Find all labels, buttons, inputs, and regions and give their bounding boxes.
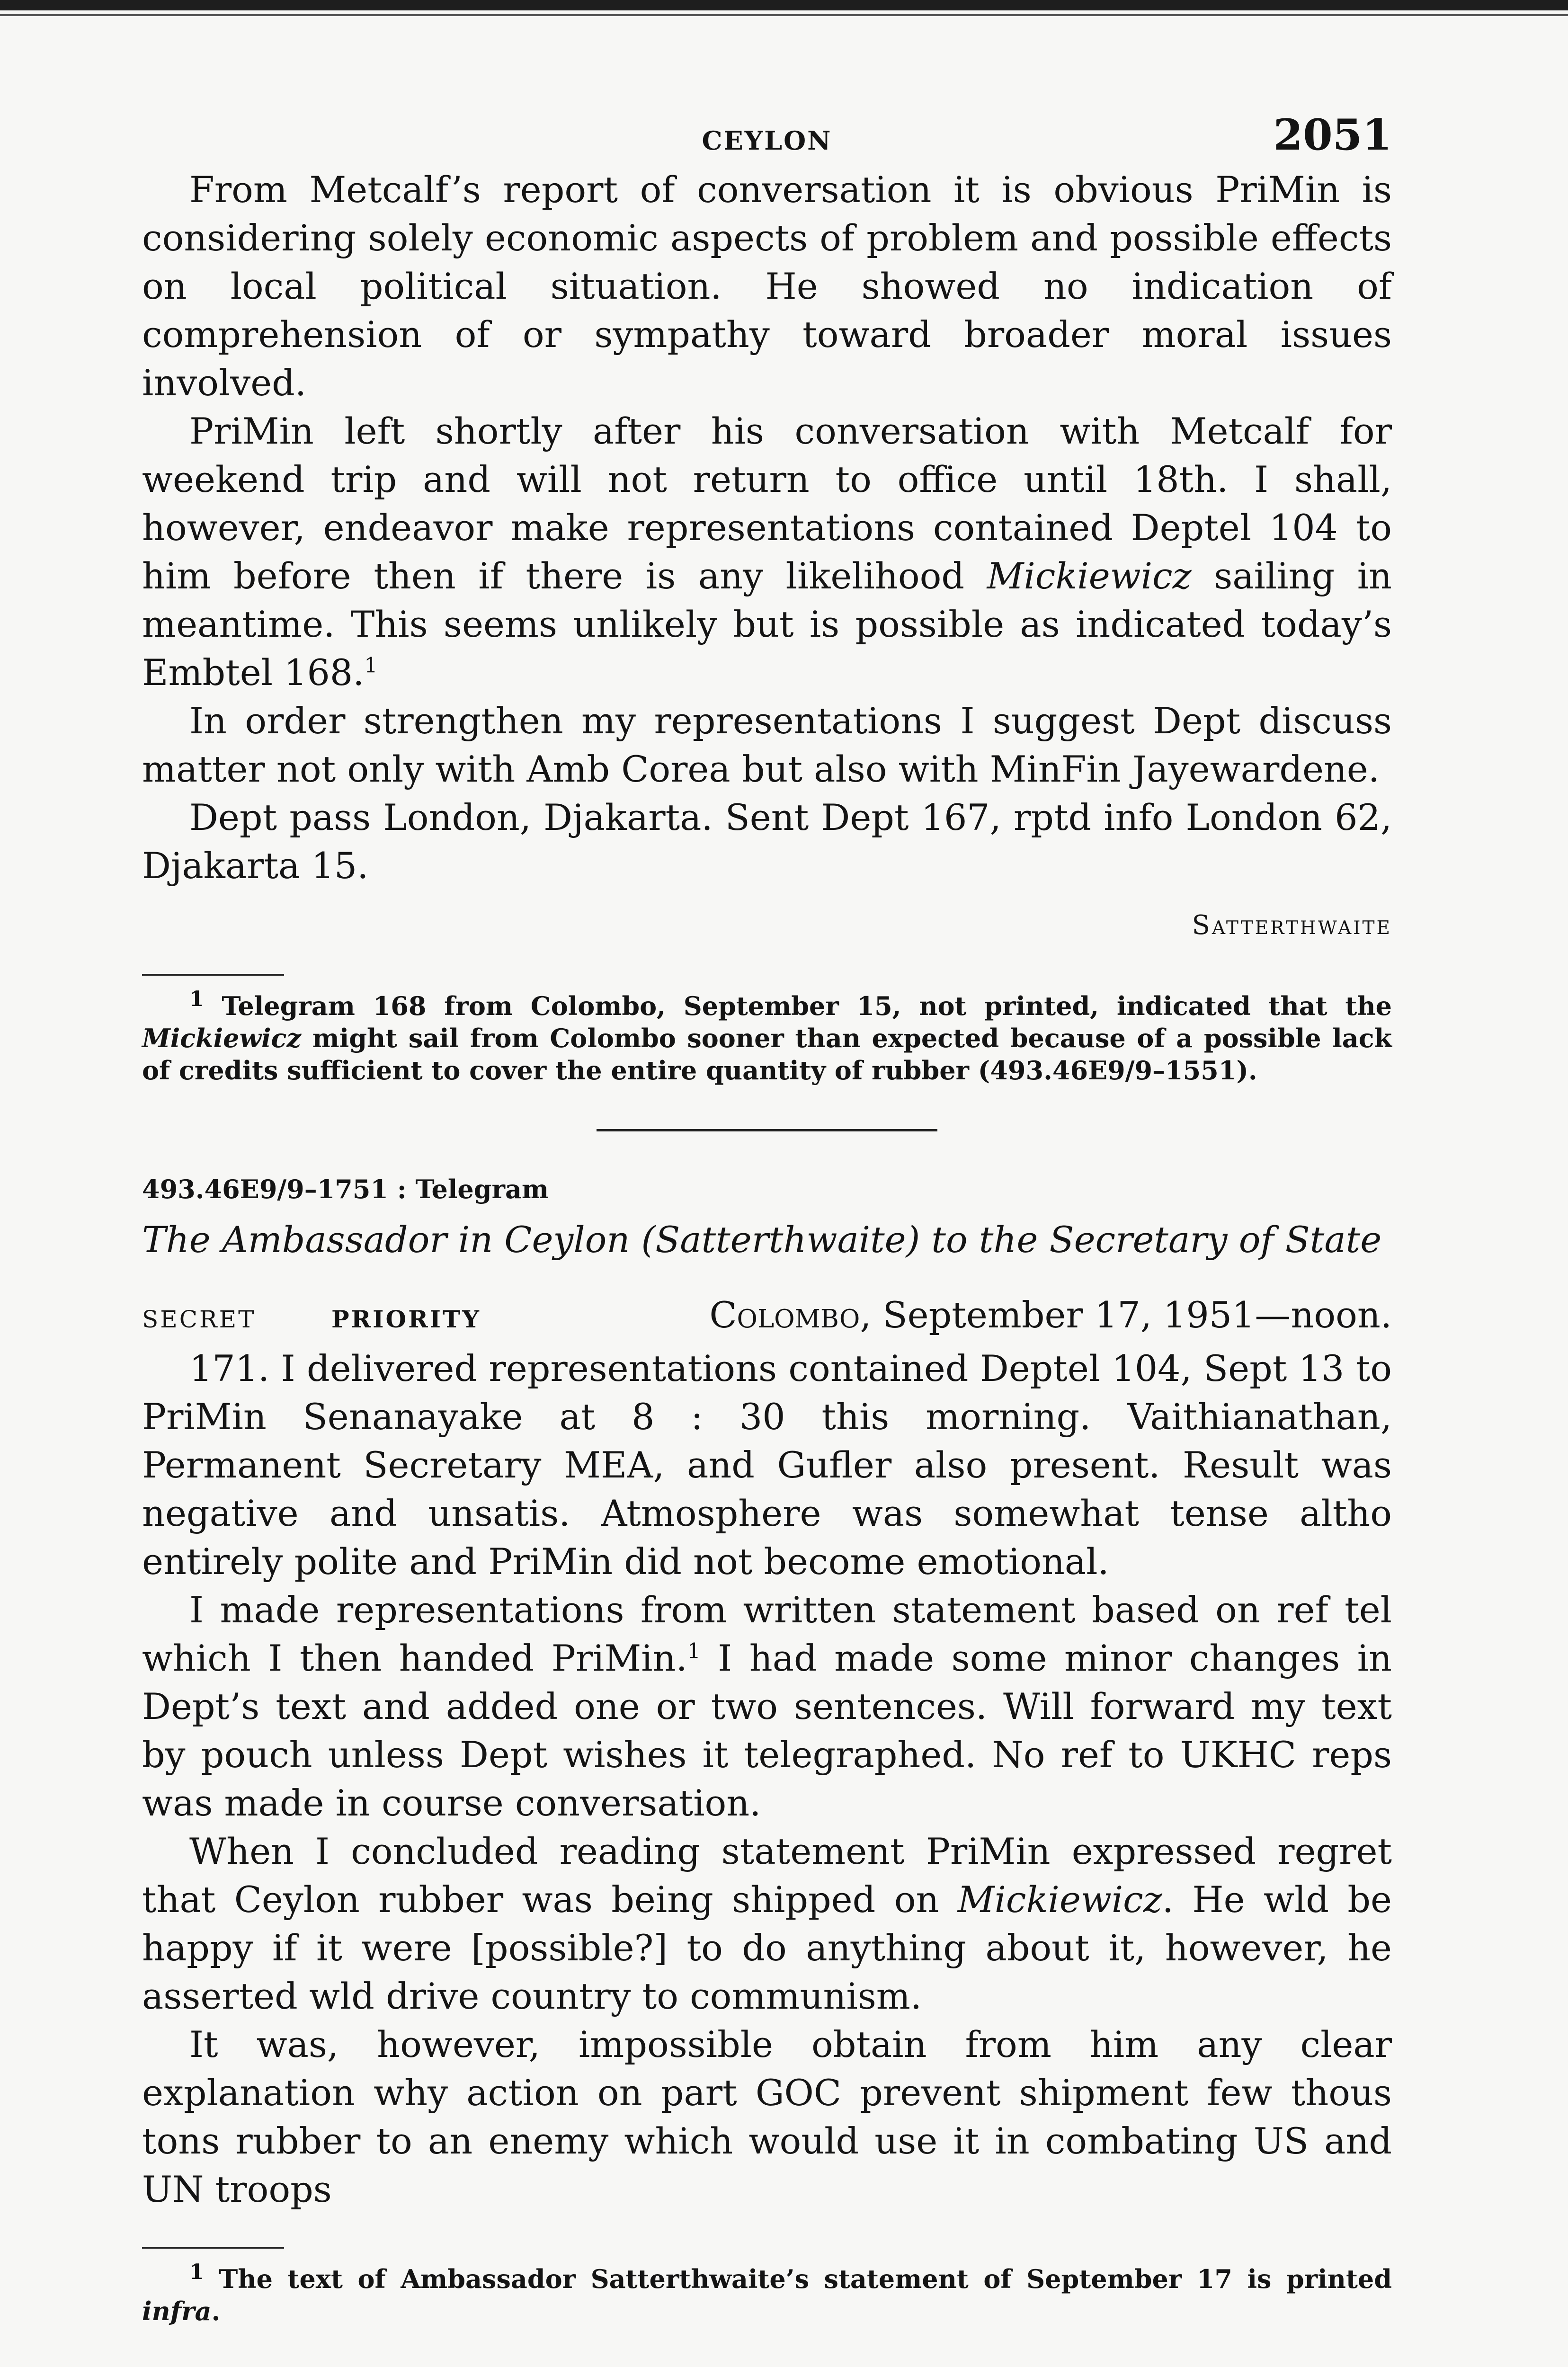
text-run: PriMin left shortly after his conversation with Metcalf for weekend trip and will not return to office until 18th. I shall, however, endeavor make representations contained Deptel 104 to him before then if there is any likelihood [142, 410, 1392, 597]
footnote-rule [142, 2247, 284, 2249]
file-reference: 493.46E9/9–1751 : Telegram [142, 1174, 549, 1204]
page-header [142, 104, 1392, 166]
paragraph: 171. I delivered representations contained Deptel 104, Sept 13 to PriMin Senanayake at 8 : 30 this morning. Vaithianathan, Permanent Secretary MEA, and Gufler also present. Result was negative and unsatis. Atmosphere was somewhat tense altho entirely polite and PriMin did not become emotional. [142, 1347, 1392, 1583]
paragraph: From Metcalf’s report of conversation it is obvious PriMin is considering solely economic aspects of problem and possible effects on local political situation. He showed no indication of comprehension of or sympathy toward broader moral issues involved. [142, 169, 1392, 404]
paragraph [142, 1827, 1392, 2020]
page-number: 2051 [1273, 110, 1392, 160]
date: , September 17, 1951—noon. [860, 1294, 1392, 1336]
text-run: . [211, 2296, 221, 2326]
footnote-marker: 1 [189, 2260, 204, 2284]
precedence-label: PRIORITY [331, 1305, 481, 1333]
running-head: CEYLON [702, 125, 832, 156]
ship-name: Mickiewicz [957, 1878, 1162, 1921]
paragraph: In order strengthen my representations I suggest Dept discuss matter not only with Amb Corea but also with MinFin Jayewardene. [142, 700, 1392, 790]
dateline [709, 1294, 1392, 1336]
paragraph: Dept pass London, Djakarta. Sent Dept 167, rptd info London 62, Djakarta 15. [142, 796, 1392, 887]
place: Colombo [709, 1294, 860, 1336]
ship-name: Mickiewicz [987, 555, 1192, 597]
document-title: The Ambassador in Ceylon (Satterthwaite) to the Secretary of State [142, 1219, 1382, 1261]
text-run: When I concluded reading statement PriMin expressed regret that Ceylon rubber was being shipped on [142, 1830, 1392, 1921]
signature: Satterthwaite [1192, 910, 1392, 941]
text-run: I made representations from written statement based on ref tel which I then handed PriMin. [142, 1589, 1392, 1679]
footnote [142, 2260, 1392, 2327]
cross-reference: infra [142, 2296, 212, 2326]
text-run: The text of Ambassador Satterthwaite’s statement of September 17 is printed [204, 2264, 1392, 2294]
text-run: might sail from Colombo sooner than expected because of a possible lack of credits sufficient to cover the entire quantity of rubber (493.46E9/9–1551). [142, 1023, 1392, 1086]
document-page [142, 104, 1392, 2327]
scan-top-border [0, 0, 1568, 10]
paragraph: It was, however, impossible obtain from him any clear explanation why action on part GOC prevent shipment few thous tons rubber to an enemy which would use it in combating US and UN troops [142, 2023, 1392, 2210]
footnote-marker: 1 [189, 987, 204, 1011]
text-run: I had made some minor changes in Dept’s text and added one or two sentences. Will forward my text by pouch unless Dept wishes it telegraphed. No ref to UKHC reps was made in course conversation. [142, 1637, 1392, 1824]
document-meta [142, 1294, 1392, 1336]
ship-name: Mickiewicz [142, 1023, 301, 1053]
classification-label: SECRET [142, 1306, 256, 1333]
paragraph [142, 1586, 1392, 1827]
footnote-reference: 1 [364, 653, 378, 678]
text-run: Telegram 168 from Colombo, September 15, not printed, indicated that the [204, 991, 1392, 1021]
text-run: sailing in meantime. This seems unlikely but is possible as indicated today’s Embtel 168. [142, 555, 1392, 694]
section-divider [597, 1129, 937, 1131]
footnote [142, 987, 1392, 1086]
footnote-reference: 1 [687, 1639, 701, 1664]
footnote-rule [142, 974, 284, 976]
paragraph [142, 407, 1392, 697]
scan-top-line [0, 14, 1568, 16]
text-run: . He wld be happy if it were [possible?] to do anything about it, however, he asserted wld drive country to communism. [142, 1878, 1392, 2017]
